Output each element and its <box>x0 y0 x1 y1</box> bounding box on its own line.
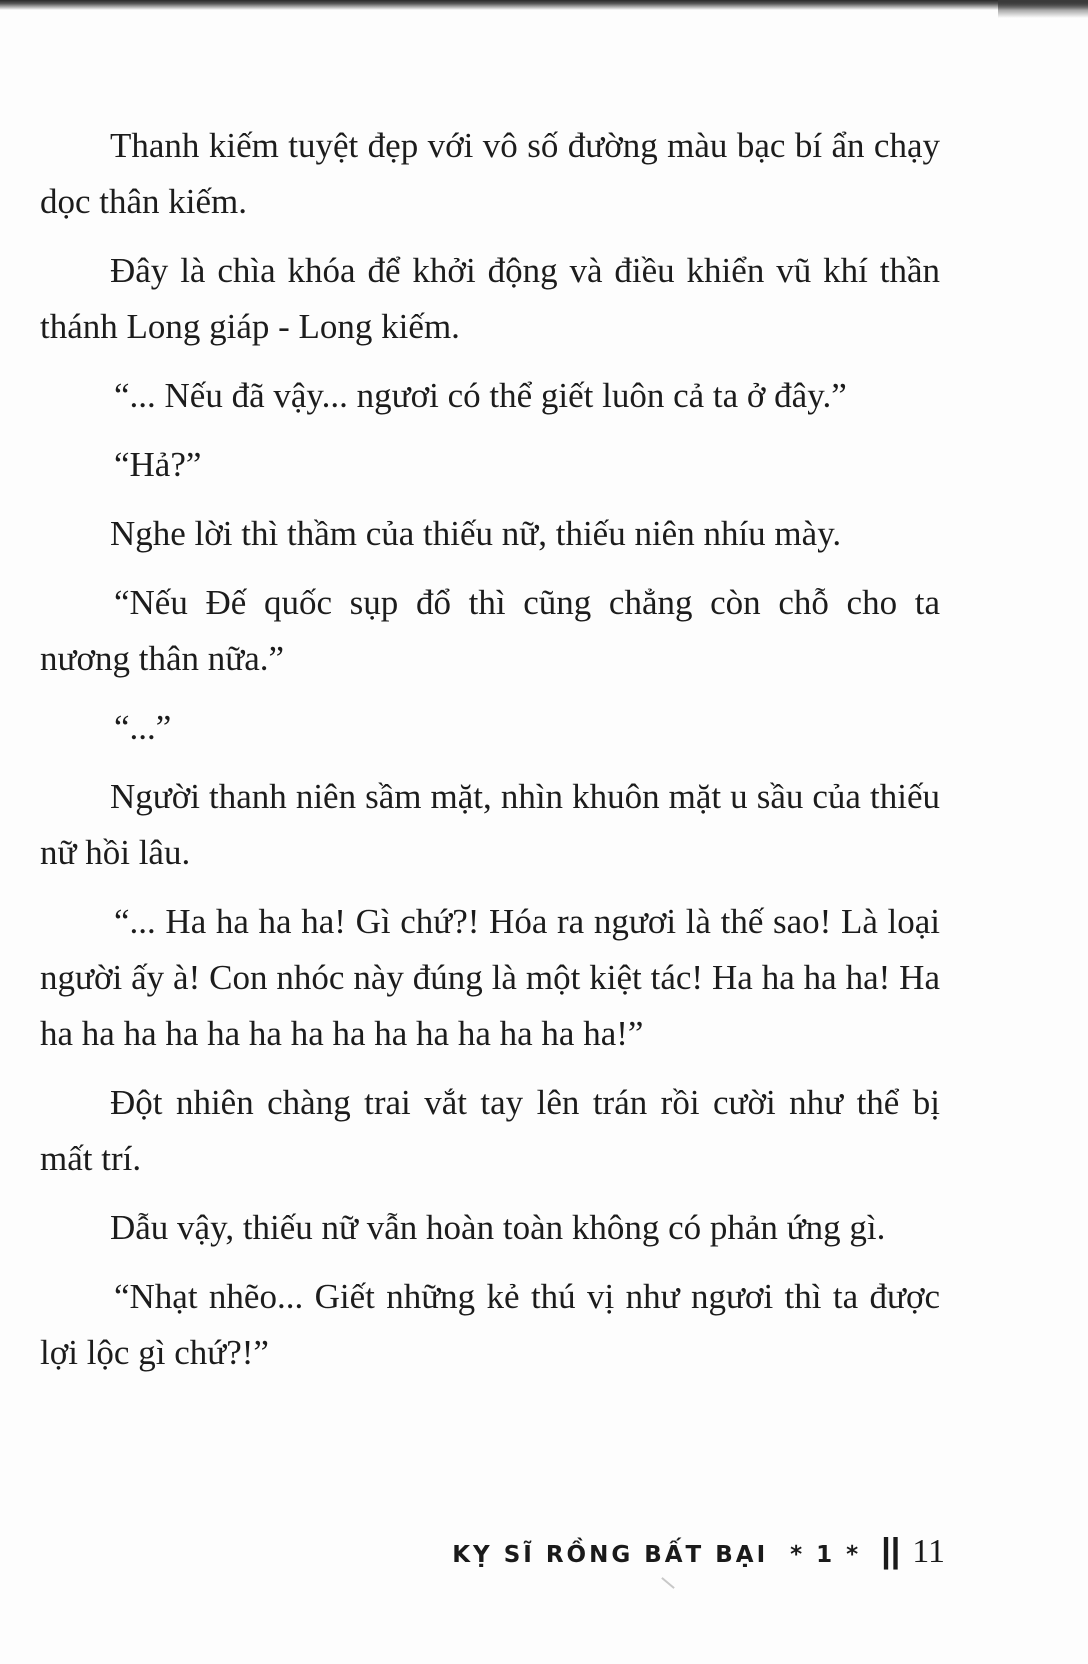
page-edge-shadow <box>0 0 1088 10</box>
paragraph: “Nếu Đế quốc sụp đổ thì cũng chẳng còn chỗ cho ta nương thân nữa.” <box>40 583 940 678</box>
paragraph: “...” <box>114 708 172 747</box>
page-corner-shadow <box>998 0 1088 18</box>
paragraph: Thanh kiếm tuyệt đẹp với vô số đường màu bạc bí ẩn chạy dọc thân kiếm. <box>40 126 940 221</box>
paragraph: Dẫu vậy, thiếu nữ vẫn hoàn toàn không có phản ứng gì. <box>110 1208 886 1247</box>
paragraph: Người thanh niên sầm mặt, nhìn khuôn mặt u sầu của thiếu nữ hồi lâu. <box>40 777 940 872</box>
book-title: KỴ SĨ RỒNG BẤT BẠI <box>452 1542 769 1568</box>
paper-mark <box>661 1577 675 1589</box>
running-footer <box>0 1532 945 1571</box>
paragraph: “Nhạt nhẽo... Giết những kẻ thú vị như ngươi thì ta được lợi lộc gì chứ?!” <box>40 1277 940 1372</box>
paragraph: Đây là chìa khóa để khởi động và điều khiển vũ khí thần thánh Long giáp - Long kiếm. <box>40 251 940 346</box>
paragraph: Nghe lời thì thầm của thiếu nữ, thiếu niên nhíu mày. <box>110 514 842 553</box>
paragraph: “... Nếu đã vậy... ngươi có thể giết luôn cả ta ở đây.” <box>114 376 847 415</box>
volume-number: * 1 * <box>790 1542 862 1568</box>
body-text <box>40 118 940 1394</box>
paragraph: “... Ha ha ha ha! Gì chứ?! Hóa ra ngươi là thế sao! Là loại người ấy à! Con nhóc này đúng là một kiệt tác! Ha ha ha ha! Ha ha ha ha ha ha ha ha ha ha ha ha ha ha ha!” <box>40 902 940 1053</box>
paragraph: Đột nhiên chàng trai vắt tay lên trán rồi cười như thể bị mất trí. <box>40 1083 940 1178</box>
footer-separator: || <box>881 1532 901 1570</box>
paragraph: “Hả?” <box>114 445 202 484</box>
page-number: 11 <box>912 1533 945 1570</box>
